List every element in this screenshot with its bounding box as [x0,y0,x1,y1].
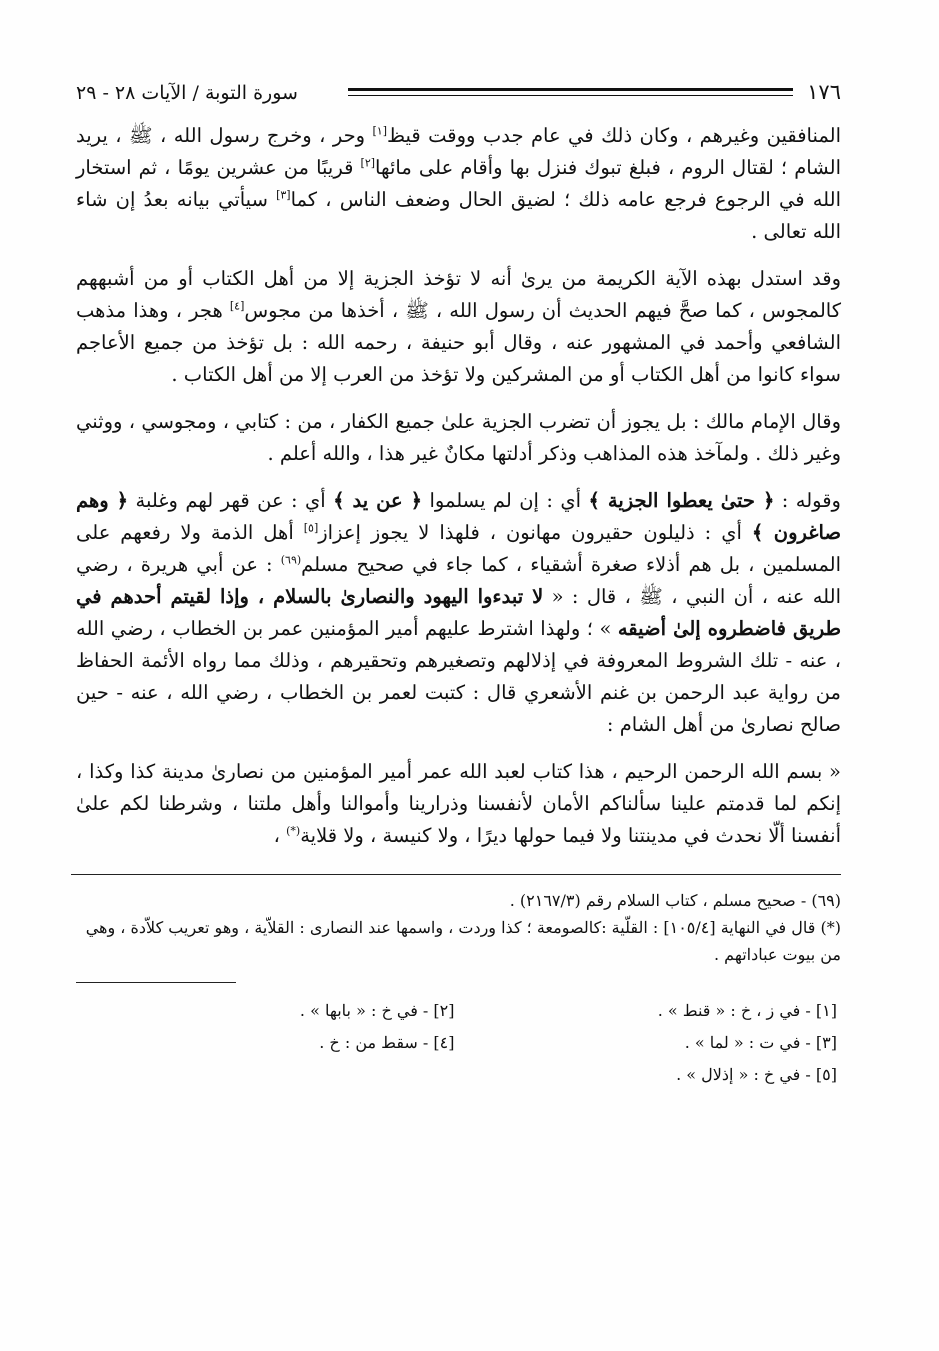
note-ref-3: [٣] [276,188,291,202]
text-run: » ؛ ولهذا اشترط عليهم أمير المؤمنين عمر بن الخطاب ، رضي الله ، عنه - تلك الشروط المعروفة في إذلالهم وتصغيرهم وتحقيرهم ، وذلك مما رواه الأئمة الحفاظ من رواية عبد الرحمن بن غنم الأشعري قال : كتبت لعمر بن الخطاب ، رضي الله ، عنه - حين صالح نصارىٰ من أهل الشام : [76,617,841,736]
paragraph-2 [76,263,841,391]
text-run: قريبًا من عشرين يومًا ، ثم استخار الله في الرجوع فرجع عامه ذلك ؛ لضيق الحال وضعف الناس ، كما [76,156,841,211]
variant-note-5: [٥] - في خ : « إذلال » . [676,1065,837,1084]
quran-quote-1: ﴿ حتىٰ يعطوا الجزية ﴾ [588,489,775,512]
text-run: ، [273,824,287,847]
note-ref-1: [١] [372,124,388,138]
text-run: أي : إن لم يسلموا [422,489,589,512]
text-run: « بسم الله الرحمن الرحيم ، هذا كتاب لعبد الله عمر أمير المؤمنين من نصارىٰ مدينة كذا وكذا ، إنكم لما قدمتم علينا سألناكم الأمان لأنفسنا وذرارينا وأموالنا وأهل ملتنا ، وشرطنا لكم علىٰ أنفسنا ألّا نحدث في مدينتنا ولا فيما حولها ديرًا ، ولا كنيسة ، ولا قلاية [76,760,841,847]
text-run: أي : عن قهر لهم وغلبة [128,489,334,512]
running-title: سورة التوبة / الآيات ٢٨ - ٢٩ [76,82,298,104]
page-number: ١٧٦ [807,80,841,104]
footnote-ref-star: (*) [286,824,301,838]
note-ref-5: [٥] [303,521,319,535]
text-run: وقد استدل بهذه الآية الكريمة من يرىٰ أنه لا تؤخذ الجزية إلا من أهل الكتاب أو من أشبههم كالمجوس ، كما صحَّ فيهم الحديث أن رسول الله ، ﷺ ، أخذها من مجوس [76,267,841,322]
text-run: أي : ذليلون حقيرون مهانون ، فلهذا لا يجوز إعزاز [318,521,752,544]
paragraph-3: وقال الإمام مالك : بل يجوز أن تضرب الجزية علىٰ جميع الكفار ، من : كتابي ، ومجوسي ، ووثني وغير ذلك . ولمآخذ هذه المذاهب وذكر أدلتها مكانٌ غير هذا ، والله أعلم . [76,410,841,465]
footnote-69: (٦٩) - صحيح مسلم ، كتاب السلام رقم (٢١٦٧/٣) . [509,891,841,910]
paragraph-1 [76,120,841,248]
note-ref-4: [٤] [229,299,245,313]
text-run: : عن أبي هريرة ، رضي الله عنه ، أن النبي ، ﷺ ، قال : « [76,553,841,608]
note-ref-2: [٢] [360,156,376,170]
paragraph-4 [76,485,841,741]
text-run: وقوله : [774,489,841,512]
page-header [76,70,841,104]
variant-note-4: [٤] - سقط من : خ . [319,1033,455,1052]
quran-quote-2: ﴿ عن يد ﴾ [333,489,423,512]
paragraph-5 [76,756,841,852]
text-run: سيأتي بيانه بعدُ إن شاء الله تعالى . [76,188,841,243]
footnote-star: (*) قال في النهاية [١٠٥/٤] : القلّية :كالصومعة ؛ كذا وردت ، واسمها عند النصارى : القلاّية ، وهو تعريب كلاّدة ، وهي من بيوت عباداتهم . [85,918,841,964]
footnote-ref-69: (٦٩) [280,553,302,567]
quran-quote-3: ﴿ وهم صاغرون ﴾ [76,489,842,544]
main-text [76,120,841,852]
text-run: أهل الذمة ولا رفعهم على المسلمين ، بل هم أذلاء صغرة أشقياء ، كما جاء في صحيح مسلم [76,521,841,576]
manuscript-variants [76,995,841,1091]
variant-note-3: [٣] - في ت : « لما » . [684,1033,837,1052]
text-run: وحر ، وخرج رسول الله ، ﷺ ، يريد الشام ؛ لقتال الروم ، فبلغ تبوك فنزل بها وأقام على مائها [76,124,841,179]
text-run: المنافقين وغيرهم ، وكان ذلك في عام جدب ووقت قيظ [387,124,841,147]
text-run: هجر ، وهذا مذهب الشافعي وأحمد في المشهور عنه ، وقال أبو حنيفة ، رحمه الله : بل تؤخذ من جميع الأعاجم سواء كانوا من أهل الكتاب أو من المشركين ولا تؤخذ من العرب إلا من أهل الكتاب . [76,299,841,386]
header-rule [348,88,793,96]
hadith-quote: لا تبدءوا اليهود والنصارىٰ بالسلام ، وإذا لقيتم أحدهم في طريق فاضطروه إلىٰ أضيقه [76,585,841,640]
variant-note-2: [٢] - في خ : « بابها » . [299,1001,455,1020]
variants-divider [76,982,236,983]
footnote-divider [71,874,841,875]
variant-note-1: [١] - في ز ، خ : « قنط » . [657,1001,837,1020]
